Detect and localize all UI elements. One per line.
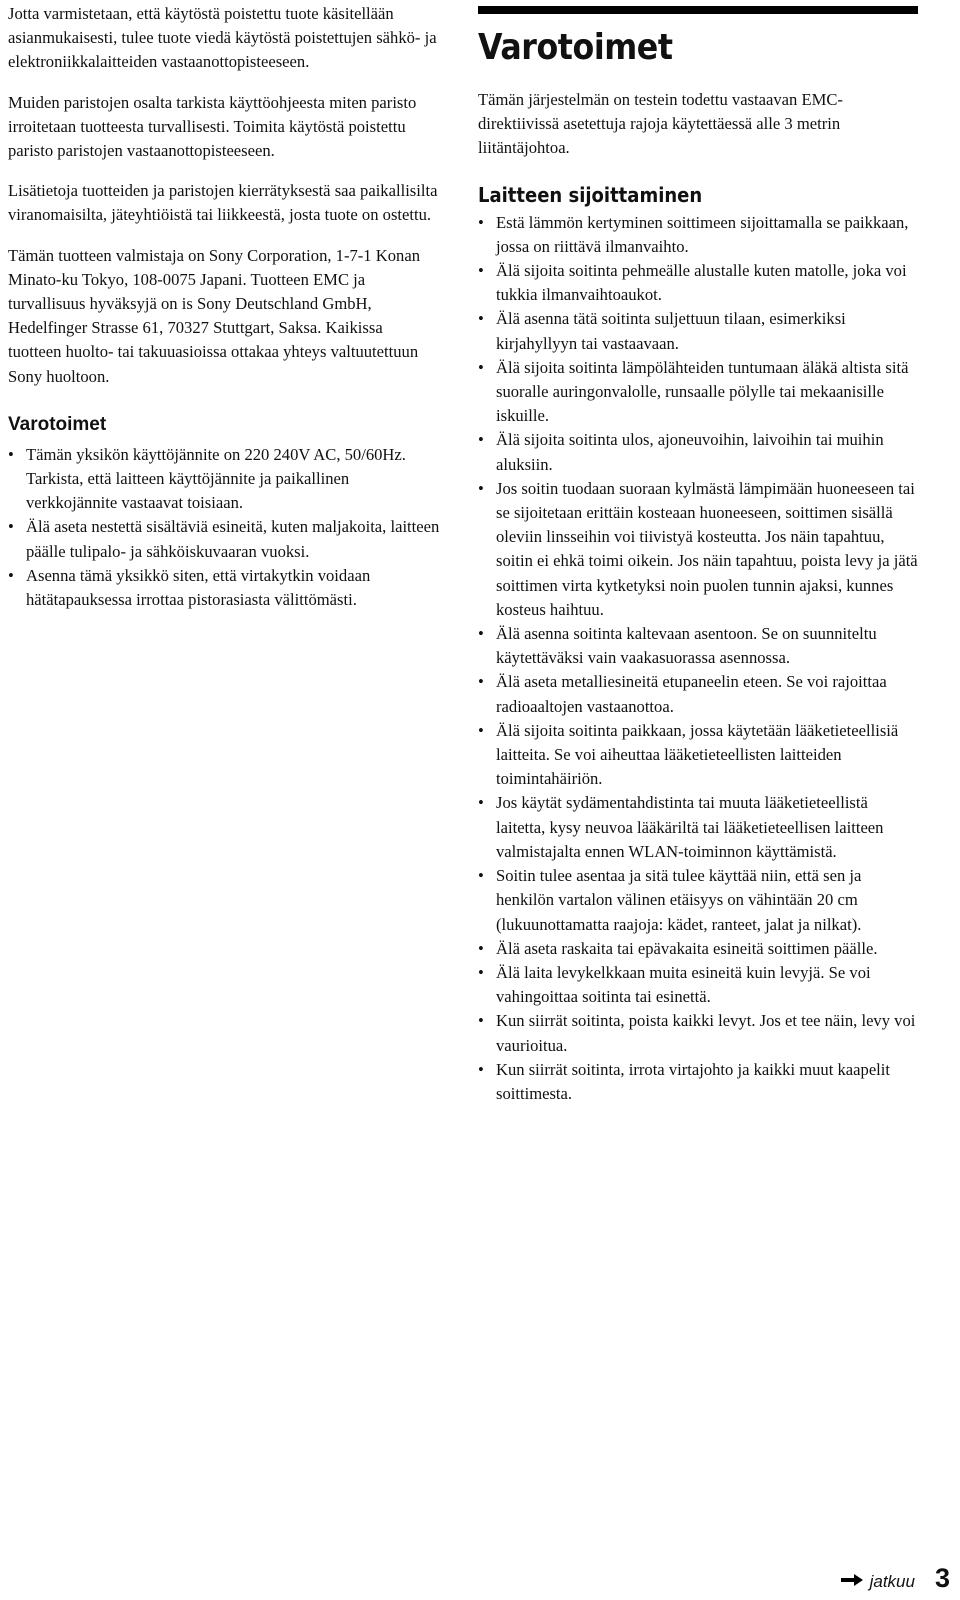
list-item-text: Älä sijoita soitinta paikkaan, jossa käytetään lääketieteellisiä laitteita. Se voi aiheuttaa lääketieteellisten laitteiden toimintahäiriön. xyxy=(496,720,899,789)
list-item-text: Älä asenna soitinta kaltevaan asentoon. Se on suunniteltu käytettäväksi vain vaakasuorassa asennossa. xyxy=(496,624,877,668)
section-heading-precautions: Varotoimet xyxy=(8,413,107,435)
list-item-text: Jos käytät sydämentahdistinta tai muuta lääketieteellistä laitetta, kysy neuvoa lääkäriltä tai lääketieteellisen laitteen valmistajalta ennen WLAN-toiminnon käyttämistä. xyxy=(496,793,884,861)
list-item xyxy=(478,428,918,476)
list-item-text: Kun siirrät soitinta, poista kaikki levyt. Jos et tee näin, levy voi vaurioitua. xyxy=(496,1011,916,1055)
list-item-text: Älä asenna tätä soitinta suljettuun tilaan, esimerkiksi kirjahyllyyn tai vastaavaan. xyxy=(496,309,846,353)
list-item xyxy=(478,477,918,622)
arrow-right-icon xyxy=(840,1573,864,1587)
bullet-glyph: • xyxy=(478,866,484,886)
bullet-glyph: • xyxy=(8,565,14,585)
bullet-glyph: • xyxy=(478,430,484,450)
list-item-text: Älä aseta raskaita tai epävakaita esineitä soittimen päälle. xyxy=(496,938,878,958)
paragraph-manufacturer: Tämän tuotteen valmistaja on Sony Corporation, 1-7-1 Konan Minato-ku Tokyo, 108-0075 Japani. Tuotteen EMC ja turvallisuus hyväksyjä on is Sony Deutschland GmbH, Hedelfinger Strasse 61, 70327 Stuttgart, Saksa. Kaikissa tuotteen huolto- tai takuuasioissa ottakaa yhteys valtuutettuun Sony huoltoon. xyxy=(8,245,420,386)
paragraph-disposal: Jotta varmistetaan, että käytöstä poistettu tuote käsitellään asianmukaisesti, tulee tuote viedä käytöstä poistettujen sähkö- ja elektroniikkalaitteiden vastaanottopisteeseen. xyxy=(8,4,437,72)
list-item xyxy=(478,1009,918,1057)
list-item xyxy=(478,211,918,259)
bullet-glyph: • xyxy=(478,261,484,281)
list-item xyxy=(478,961,918,1009)
bullet-glyph: • xyxy=(478,212,484,232)
list-item xyxy=(478,719,918,792)
list-item-text: Älä sijoita soitinta lämpölähteiden tuntumaan äläkä altista sitä suoralle auringonvalolle, runsaalle pölylle tai mekaanisille iskuille. xyxy=(496,357,909,426)
list-item xyxy=(8,564,440,612)
right-column xyxy=(478,0,918,1106)
bullet-glyph: • xyxy=(478,1059,484,1079)
bullet-glyph: • xyxy=(478,720,484,740)
paragraph-battery-removal: Muiden paristojen osalta tarkista käyttöohjeesta miten paristo irroitetaan tuotteesta turvallisesti. Toimita käytöstä poistettu paristo paristojen vastaanottopisteeseen. xyxy=(8,92,417,161)
continue-label: jatkuu xyxy=(869,1572,915,1591)
list-item-text: Jos soitin tuodaan suoraan kylmästä lämpimään huoneeseen tai se sijoitetaan erittäin kosteaan huoneeseen, soittimen sisällä oleviin linsseihin voi tiivistyä kosteutta. Jos näin tapahtuu, soitin ei ehkä toimi oikein. Jos näin tapahtuu, poista levy ja jätä soittimen virta kytketyksi noin puolen tunnin ajaksi, kunnes kosteus haihtuu. xyxy=(496,478,918,619)
list-item xyxy=(478,670,918,718)
title-rule xyxy=(478,6,918,14)
list-item-text: Älä laita levykelkkaan muita esineitä kuin levyjä. Se voi vahingoittaa soitinta tai esinettä. xyxy=(496,962,871,1007)
list-item-text: Älä sijoita soitinta pehmeälle alustalle kuten matolle, joka voi tukkia ilmanvaihtoaukot. xyxy=(496,261,907,305)
list-item-text: Tämän yksikön käyttöjännite on 220 240V AC, 50/60Hz. Tarkista, että laitteen käyttöjännite ja paikallinen verkkojännite vastaavat toisiaan. xyxy=(26,444,406,513)
page-number: 3 xyxy=(934,1563,950,1593)
list-item-text: Älä aseta metalliesineitä etupaneelin eteen. Se voi rajoittaa radioaaltojen vastaanottoa. xyxy=(496,672,887,716)
list-item-text: Soitin tulee asentaa ja sitä tulee käyttää niin, että sen ja henkilön vartalon välinen etäisyys on vähintään 20 cm (lukuunottamatta raajoja: kädet, ranteet, jalat ja nilkat). xyxy=(496,866,862,934)
bullet-glyph: • xyxy=(478,357,484,377)
list-item xyxy=(8,443,440,516)
bullet-glyph: • xyxy=(478,624,484,644)
list-item xyxy=(478,937,918,961)
page-footer xyxy=(840,1563,950,1594)
list-item-text: Älä sijoita soitinta ulos, ajoneuvoihin, laivoihin tai muihin aluksiin. xyxy=(496,430,884,474)
paragraph-recycling-info: Lisätietoja tuotteiden ja paristojen kierrätyksestä saa paikallisilta viranomaisilta, jäteyhtiöistä tai liikkeestä, josta tuote on ostettu. xyxy=(8,181,438,225)
bullet-glyph: • xyxy=(478,478,484,498)
bullet-glyph: • xyxy=(8,517,14,537)
section-heading-placement: Laitteen sijoittaminen xyxy=(478,182,703,207)
bullet-glyph: • xyxy=(478,938,484,958)
page-title: Varotoimet xyxy=(478,27,673,68)
placement-list xyxy=(478,211,918,1107)
list-item xyxy=(478,1058,918,1106)
paragraph-emc: Tämän järjestelmän on testein todettu vastaavan EMC-direktiivissä asetettuja rajoja käytettäessä alle 3 metrin liitäntäjohtoa. xyxy=(478,90,843,158)
list-item-text: Estä lämmön kertyminen soittimeen sijoittamalla se paikkaan, jossa on riittävä ilmanvaihto. xyxy=(496,212,909,256)
list-item-text: Kun siirrät soitinta, irrota virtajohto ja kaikki muut kaapelit soittimesta. xyxy=(496,1059,891,1103)
left-column xyxy=(8,0,440,612)
list-item xyxy=(8,515,440,563)
list-item-text: Älä aseta nestettä sisältäviä esineitä, kuten maljakoita, laitteen päälle tulipalo- ja sähköiskuvaaran vuoksi. xyxy=(26,517,440,561)
precautions-list xyxy=(8,443,440,612)
bullet-glyph: • xyxy=(478,309,484,329)
list-item xyxy=(478,259,918,307)
list-item-text: Asenna tämä yksikkö siten, että virtakytkin voidaan hätätapauksessa irrottaa pistorasiasta välittömästi. xyxy=(26,565,371,610)
bullet-glyph: • xyxy=(478,1011,484,1031)
list-item xyxy=(478,307,918,355)
bullet-glyph: • xyxy=(8,444,14,464)
list-item xyxy=(478,864,918,937)
bullet-glyph: • xyxy=(478,672,484,692)
list-item xyxy=(478,791,918,864)
bullet-glyph: • xyxy=(478,962,484,982)
list-item xyxy=(478,356,918,429)
bullet-glyph: • xyxy=(478,793,484,813)
list-item xyxy=(478,622,918,670)
